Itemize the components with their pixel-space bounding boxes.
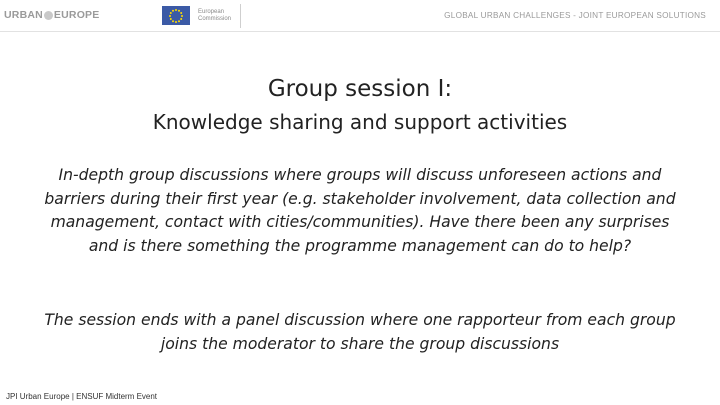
logo-text-europe: EUROPE [53, 9, 100, 21]
eu-flag-icon [162, 6, 190, 25]
panel-description: The session ends with a panel discussion where one rapporteur from each group joins the moderator to share the group discussions [44, 311, 676, 353]
european-commission-logo [162, 6, 231, 25]
commission-label [198, 9, 231, 23]
header-tagline: GLOBAL URBAN CHALLENGES - JOINT EUROPEAN SOLUTIONS [444, 11, 706, 20]
session-description: In-depth group discussions where groups will discuss unforeseen actions and barriers during their first year (e.g. stakeholder involvement, data collection and management, contact with cities/communities). Have there been any surprises and is there something the programme management can do to help? [44, 166, 676, 255]
logo-text-urban: URBAN [4, 9, 43, 21]
logo-divider [240, 4, 241, 28]
header-rule [0, 31, 720, 32]
commission-line1: European [198, 8, 225, 15]
commission-line2: Commission [198, 15, 232, 22]
slide-footer: JPI Urban Europe | ENSUF Midterm Event [6, 392, 158, 401]
slide-subtitle: Knowledge sharing and support activities [152, 110, 568, 134]
globe-icon [44, 11, 53, 20]
slide-title: Group session I: [267, 76, 453, 102]
slide-header [0, 0, 720, 34]
urban-europe-logo [4, 9, 99, 21]
